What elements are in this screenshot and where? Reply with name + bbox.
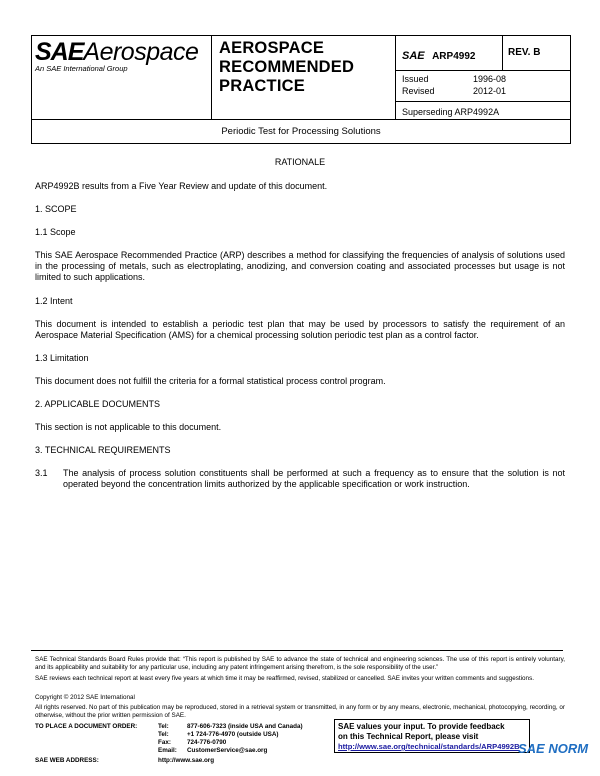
sae-norm-watermark: SAE NORM: [518, 741, 589, 756]
doc-type: AEROSPACE RECOMMENDED PRACTICE: [219, 39, 355, 95]
email-label: Email:: [158, 747, 177, 754]
section-1-3-heading: 1.3 Limitation: [35, 353, 89, 363]
header-divider: [395, 70, 571, 71]
section-1-heading: 1. SCOPE: [35, 204, 77, 214]
superseding-note: Superseding ARP4992A: [402, 107, 500, 117]
section-1-2-heading: 1.2 Intent: [35, 296, 73, 306]
revised-date: 2012-01: [473, 86, 507, 96]
arp-number: ARP4992: [432, 51, 476, 62]
logo-subtitle: An SAE International Group: [35, 64, 128, 73]
tel2-label: Tel:: [158, 731, 169, 738]
rationale-text: ARP4992B results from a Five Year Review and update of this document.: [35, 181, 328, 191]
copyright: Copyright © 2012 SAE International: [35, 694, 135, 701]
sae-aerospace-logo: SAEAerospace: [35, 38, 199, 66]
header-divider: [211, 35, 212, 120]
footer-rule: [31, 650, 563, 651]
rationale-heading: RATIONALE: [274, 157, 326, 167]
document-title: Periodic Test for Processing Solutions: [31, 120, 571, 144]
revision-label: REV. B: [508, 47, 541, 58]
board-rules-notice: SAE Technical Standards Board Rules provide that: “This report is published by SAE to advance the state of technical and engineering sciences. The use of this report is entirely voluntary, and its applicability and suitability for any particular use, including any patent infringement arising therefrom, is the sole responsibility of the user.”: [35, 656, 565, 671]
section-3-1-number: 3.1: [35, 468, 48, 478]
web-address: http://www.sae.org: [158, 757, 215, 764]
revised-label: Revised: [402, 86, 435, 96]
section-2-text: This section is not applicable to this document.: [35, 422, 222, 432]
sae-mark: SAE: [402, 50, 425, 62]
doc-number: [402, 46, 475, 64]
section-1-3-text: This document does not fulfill the criteria for a formal statistical process control program.: [35, 376, 386, 386]
header-divider: [502, 35, 503, 70]
fax-value: 724-776-0790: [187, 739, 227, 746]
tel2-value: +1 724-776-4970 (outside USA): [187, 731, 279, 738]
section-1-1-text: This SAE Aerospace Recommended Practice (ARP) describes a method for classifying the frequencies of analysis of solutions used in the processing of metals, such as electroplating, anodizing, and conversion coating and associated processes but usage is not limited to such applications.: [35, 250, 565, 282]
order-label: TO PLACE A DOCUMENT ORDER:: [35, 723, 138, 730]
feedback-link[interactable]: http://www.sae.org/technical/standards/ARP4992B: [338, 742, 520, 751]
section-1-1-heading: 1.1 Scope: [35, 227, 76, 237]
web-label: SAE WEB ADDRESS:: [35, 757, 99, 764]
section-2-heading: 2. APPLICABLE DOCUMENTS: [35, 399, 161, 409]
tel1-label: Tel:: [158, 723, 169, 730]
section-3-heading: 3. TECHNICAL REQUIREMENTS: [35, 445, 171, 455]
feedback-text: on this Technical Report, please visit: [338, 732, 479, 741]
email-value: CustomerService@sae.org: [187, 747, 268, 754]
feedback-text: SAE values your input. To provide feedback: [338, 722, 505, 731]
section-3-1-text: The analysis of process solution constituents shall be performed at such a frequency as to ensure that the solution is not operated beyond the concentration limits authorized by the applicable specification or work instruction.: [63, 468, 565, 489]
header-divider: [395, 35, 396, 120]
issued-label: Issued: [402, 74, 429, 84]
issued-date: 1996-08: [473, 74, 507, 84]
feedback-box: [334, 719, 530, 753]
tel1-value: 877-606-7323 (inside USA and Canada): [187, 723, 303, 730]
header-divider: [395, 101, 571, 102]
section-1-2-text: This document is intended to establish a periodic test plan that may be used by processors to satisfy the requirement of an Aerospace Material Specification (AMS) for a chemical processing solution periodic test plan as a control factor.: [35, 319, 565, 340]
fax-label: Fax:: [158, 739, 171, 746]
rights-notice: All rights reserved. No part of this publication may be reproduced, stored in a retrieval system or transmitted, in any form or by any means, electronic, mechanical, photocopying, recording, or otherwise, without the prior written permission of SAE.: [35, 704, 565, 719]
review-notice: SAE reviews each technical report at least every five years at which time it may be reaffirmed, revised, stabilized or cancelled. SAE invites your written comments and suggestions.: [35, 675, 534, 682]
